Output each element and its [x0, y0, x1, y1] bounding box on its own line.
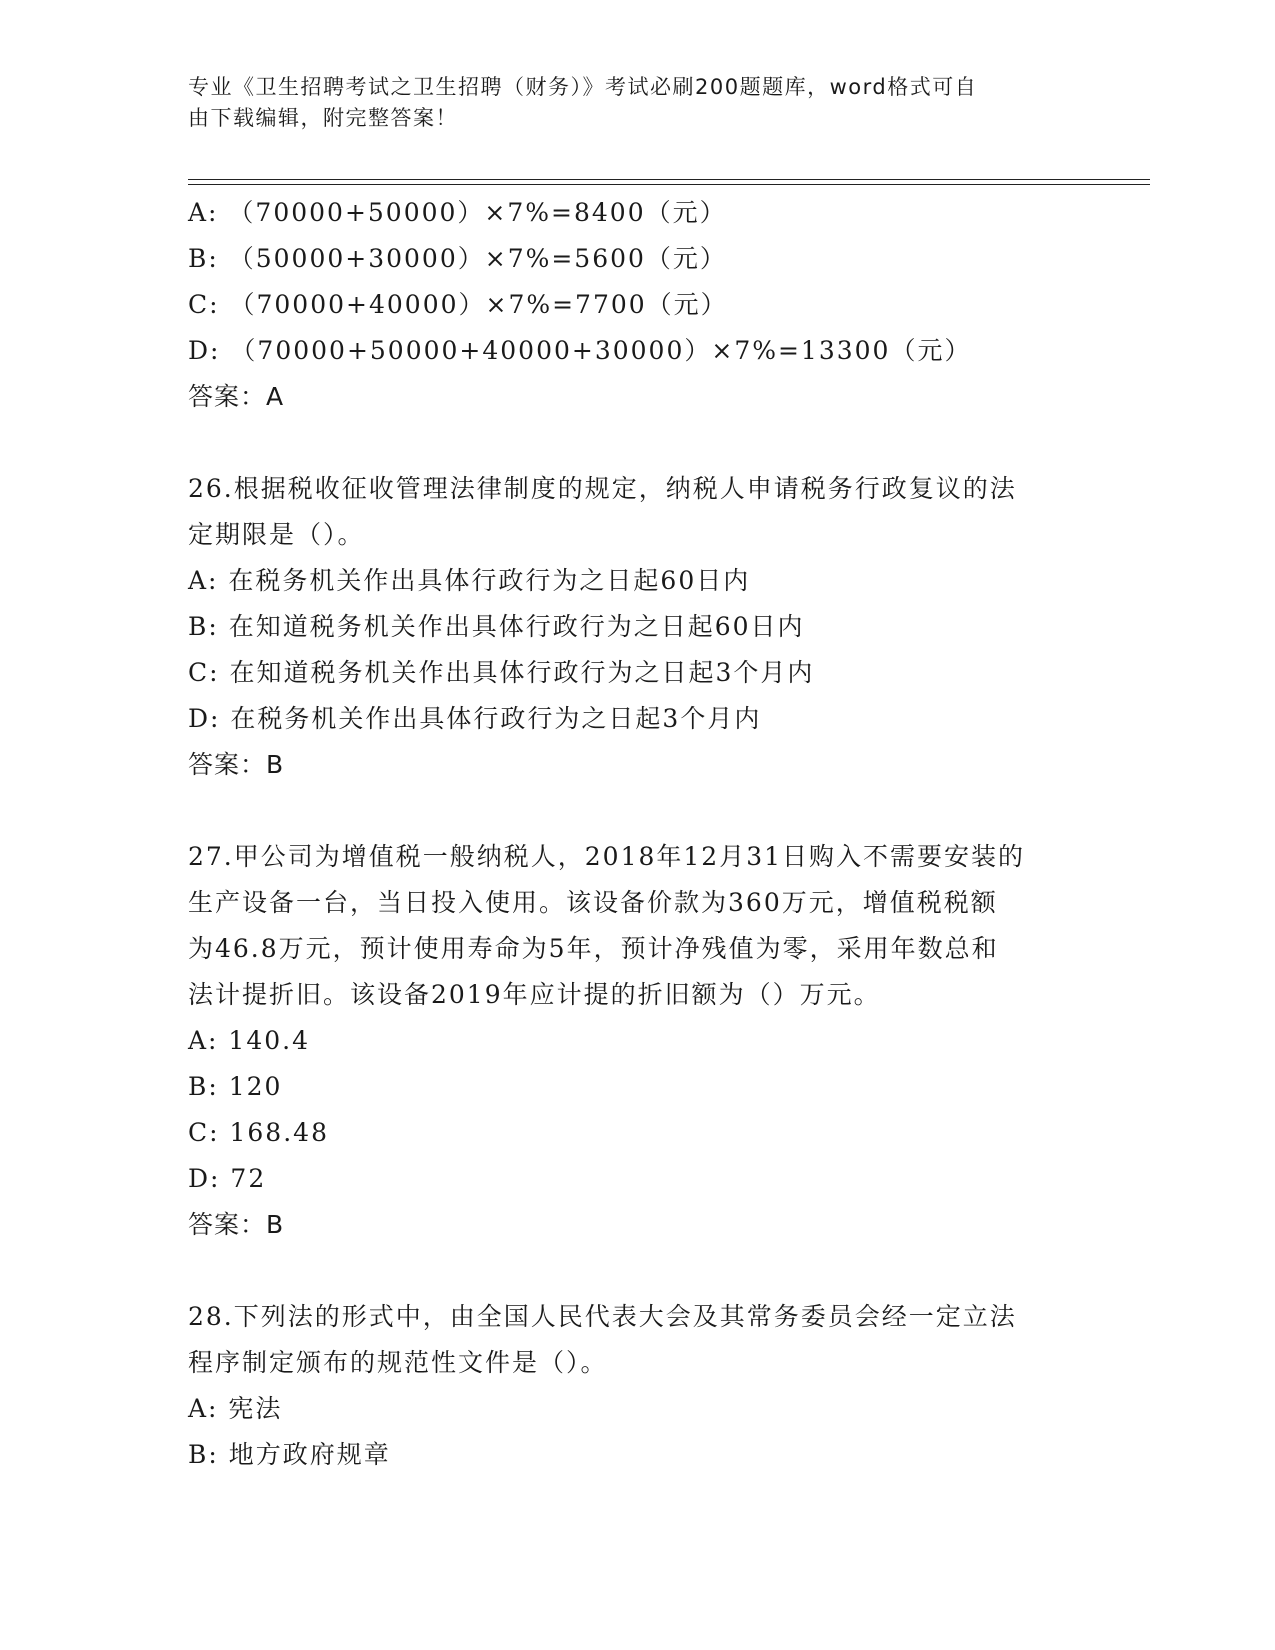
header-divider-bottom [188, 184, 1150, 185]
question-text-line: 26.根据税收征收管理法律制度的规定，纳税人申请税务行政复议的法 [188, 474, 1017, 503]
document-header [188, 72, 1088, 134]
option-b: B: 在知道税务机关作出具体行政行为之日起60日内 [188, 612, 805, 641]
option-d: D: 在税务机关作出具体行政行为之日起3个月内 [188, 704, 762, 733]
question-block-26 [188, 466, 1088, 788]
question-text-line: 定期限是（）。 [188, 520, 365, 549]
spacer [188, 1248, 1088, 1294]
option-d: D: （70000+50000+40000+30000）×7%=13300（元） [188, 336, 972, 365]
header-divider-top [188, 179, 1150, 180]
question-text-line: 27.甲公司为增值税一般纳税人，2018年12月31日购入不需要安装的 [188, 842, 1026, 871]
question-block-25 [188, 190, 1088, 420]
option-b: B: （50000+30000）×7%=5600（元） [188, 244, 727, 273]
answer-label: 答案：B [188, 750, 285, 779]
option-d: D: 72 [188, 1164, 267, 1193]
option-c: C: 在知道税务机关作出具体行政行为之日起3个月内 [188, 658, 815, 687]
header-line-2: 由下载编辑，附完整答案！ [188, 106, 458, 130]
option-a: A: 140.4 [188, 1026, 310, 1055]
question-text-line: 28.下列法的形式中，由全国人民代表大会及其常务委员会经一定立法 [188, 1302, 1017, 1331]
option-a: A: 宪法 [188, 1394, 283, 1423]
option-c: C: （70000+40000）×7%=7700（元） [188, 290, 728, 319]
question-content [188, 190, 1088, 1478]
spacer [188, 788, 1088, 834]
option-a: A: （70000+50000）×7%=8400（元） [188, 198, 727, 227]
option-a: A: 在税务机关作出具体行政行为之日起60日内 [188, 566, 751, 595]
question-block-28 [188, 1294, 1088, 1478]
question-text-line: 程序制定颁布的规范性文件是（）。 [188, 1348, 608, 1377]
answer-label: 答案：B [188, 1210, 285, 1239]
spacer [188, 420, 1088, 466]
answer-label: 答案：A [188, 382, 285, 411]
question-text-line: 法计提折旧。该设备2019年应计提的折旧额为（）万元。 [188, 980, 881, 1009]
option-b: B: 120 [188, 1072, 283, 1101]
option-c: C: 168.48 [188, 1118, 329, 1147]
header-line-1: 专业《卫生招聘考试之卫生招聘（财务）》考试必刷200题题库，word格式可自 [188, 75, 978, 99]
option-b: B: 地方政府规章 [188, 1440, 391, 1469]
question-text-line: 为46.8万元，预计使用寿命为5年，预计净残值为零，采用年数总和 [188, 934, 999, 963]
question-block-27 [188, 834, 1088, 1248]
question-text-line: 生产设备一台，当日投入使用。该设备价款为360万元，增值税税额 [188, 888, 998, 917]
